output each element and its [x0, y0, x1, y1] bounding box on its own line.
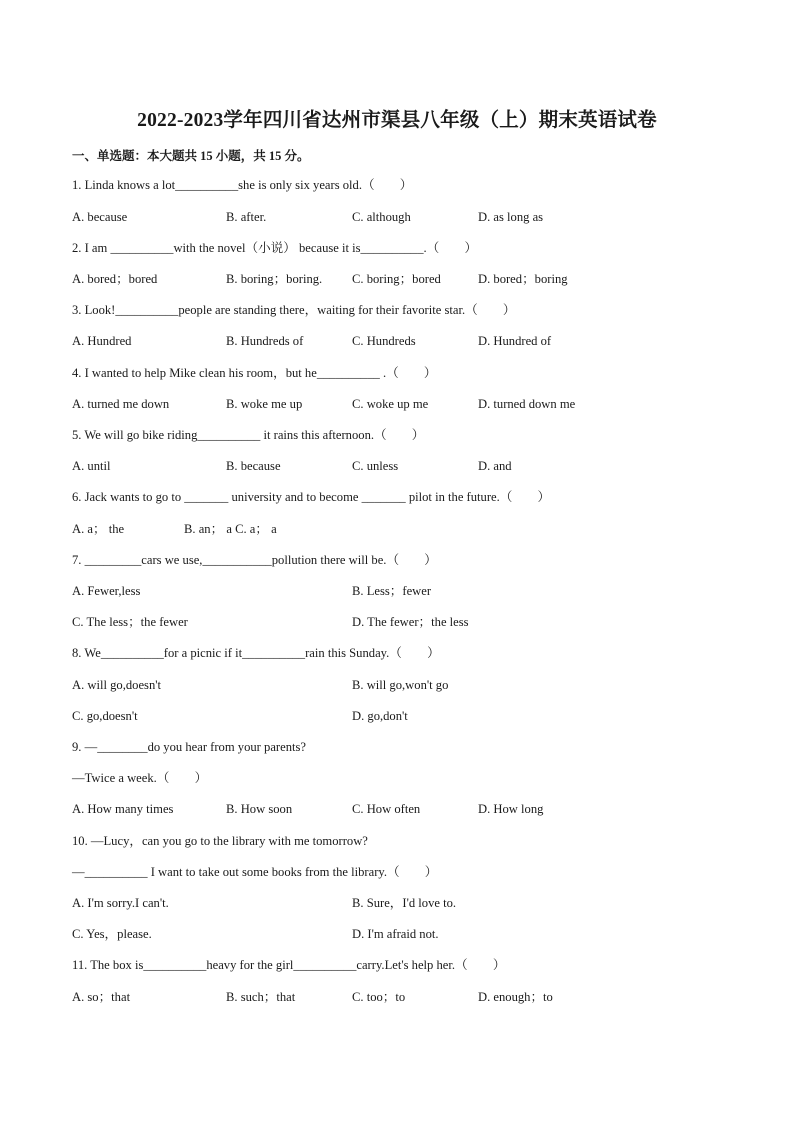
question-6-option-a: A. a； the [72, 522, 125, 536]
question-7-stem: 7. _________cars we use,___________pollution there will be.（ ） [72, 553, 437, 567]
question-9-answer-line: —Twice a week.（ ） [72, 771, 208, 785]
question-2-option-a: A. bored；bored [72, 272, 158, 286]
question-7-option-d: D. The fewer；the less [352, 615, 469, 629]
question-8-option-d: D. go,don't [352, 709, 408, 723]
question-5-option-d: D. and [478, 459, 512, 473]
question-3-option-d: D. Hundred of [478, 334, 552, 348]
section-heading: 一、单选题：本大题共 15 小题，共 15 分。 [72, 149, 310, 163]
question-3-option-c: C. Hundreds [352, 334, 416, 348]
question-1-option-a: A. because [72, 210, 128, 224]
question-4-option-c: C. woke up me [352, 397, 429, 411]
question-5-option-a: A. until [72, 459, 111, 473]
exam-title: 2022-2023学年四川省达州市渠县八年级（上）期末英语试卷 [137, 110, 657, 131]
question-6-option-bc: B. an； a C. a； a [184, 522, 277, 536]
question-4-stem: 4. I wanted to help Mike clean his room，but he__________ .（ ） [72, 366, 437, 380]
question-11-option-b: B. such；that [226, 990, 296, 1004]
question-5-option-c: C. unless [352, 459, 399, 473]
question-7-option-b: B. Less；fewer [352, 584, 432, 598]
question-9-stem: 9. —________do you hear from your parents? [72, 740, 306, 754]
question-9-option-c: C. How often [352, 802, 421, 816]
question-1-stem: 1. Linda knows a lot__________she is only six years old.（ ） [72, 178, 413, 192]
question-2-option-b: B. boring；boring. [226, 272, 323, 286]
question-11-option-c: C. too；to [352, 990, 406, 1004]
question-11-option-a: A. so；that [72, 990, 131, 1004]
question-11-option-d: D. enough；to [478, 990, 553, 1004]
question-2-option-c: C. boring；bored [352, 272, 441, 286]
question-10-option-a: A. I'm sorry.I can't. [72, 896, 169, 910]
question-1-option-d: D. as long as [478, 210, 544, 224]
question-5-stem: 5. We will go bike riding__________ it rains this afternoon.（ ） [72, 428, 425, 442]
question-7-option-c: C. The less；the fewer [72, 615, 188, 629]
question-2-stem: 2. I am __________with the novel（小说） because it is__________.（ ） [72, 241, 478, 255]
question-3-stem: 3. Look!__________people are standing there，waiting for their favorite star.（ ） [72, 303, 516, 317]
question-3-option-b: B. Hundreds of [226, 334, 304, 348]
question-1-option-c: C. although [352, 210, 411, 224]
question-4-option-d: D. turned down me [478, 397, 576, 411]
question-6-stem: 6. Jack wants to go to _______ university and to become _______ pilot in the future.（ ） [72, 490, 551, 504]
question-8-option-a: A. will go,doesn't [72, 678, 162, 692]
question-2-option-d: D. bored；boring [478, 272, 568, 286]
question-8-stem: 8. We__________for a picnic if it__________rain this Sunday.（ ） [72, 646, 440, 660]
question-10-stem: 10. —Lucy，can you go to the library with me tomorrow? [72, 834, 368, 848]
question-11-stem: 11. The box is__________heavy for the girl__________carry.Let's help her.（ ） [72, 958, 506, 972]
question-9-option-d: D. How long [478, 802, 544, 816]
question-9-option-a: A. How many times [72, 802, 174, 816]
question-10-option-c: C. Yes，please. [72, 927, 152, 941]
question-10-option-b: B. Sure，I'd love to. [352, 896, 457, 910]
question-10-answer-line: —__________ I want to take out some books from the library.（ ） [72, 865, 438, 879]
question-10-option-d: D. I'm afraid not. [352, 927, 439, 941]
question-8-option-b: B. will go,won't go [352, 678, 449, 692]
question-9-option-b: B. How soon [226, 802, 293, 816]
question-7-option-a: A. Fewer,less [72, 584, 141, 598]
question-3-option-a: A. Hundred [72, 334, 132, 348]
question-4-option-a: A. turned me down [72, 397, 170, 411]
question-8-option-c: C. go,doesn't [72, 709, 138, 723]
question-5-option-b: B. because [226, 459, 281, 473]
question-1-option-b: B. after. [226, 210, 267, 224]
question-4-option-b: B. woke me up [226, 397, 303, 411]
